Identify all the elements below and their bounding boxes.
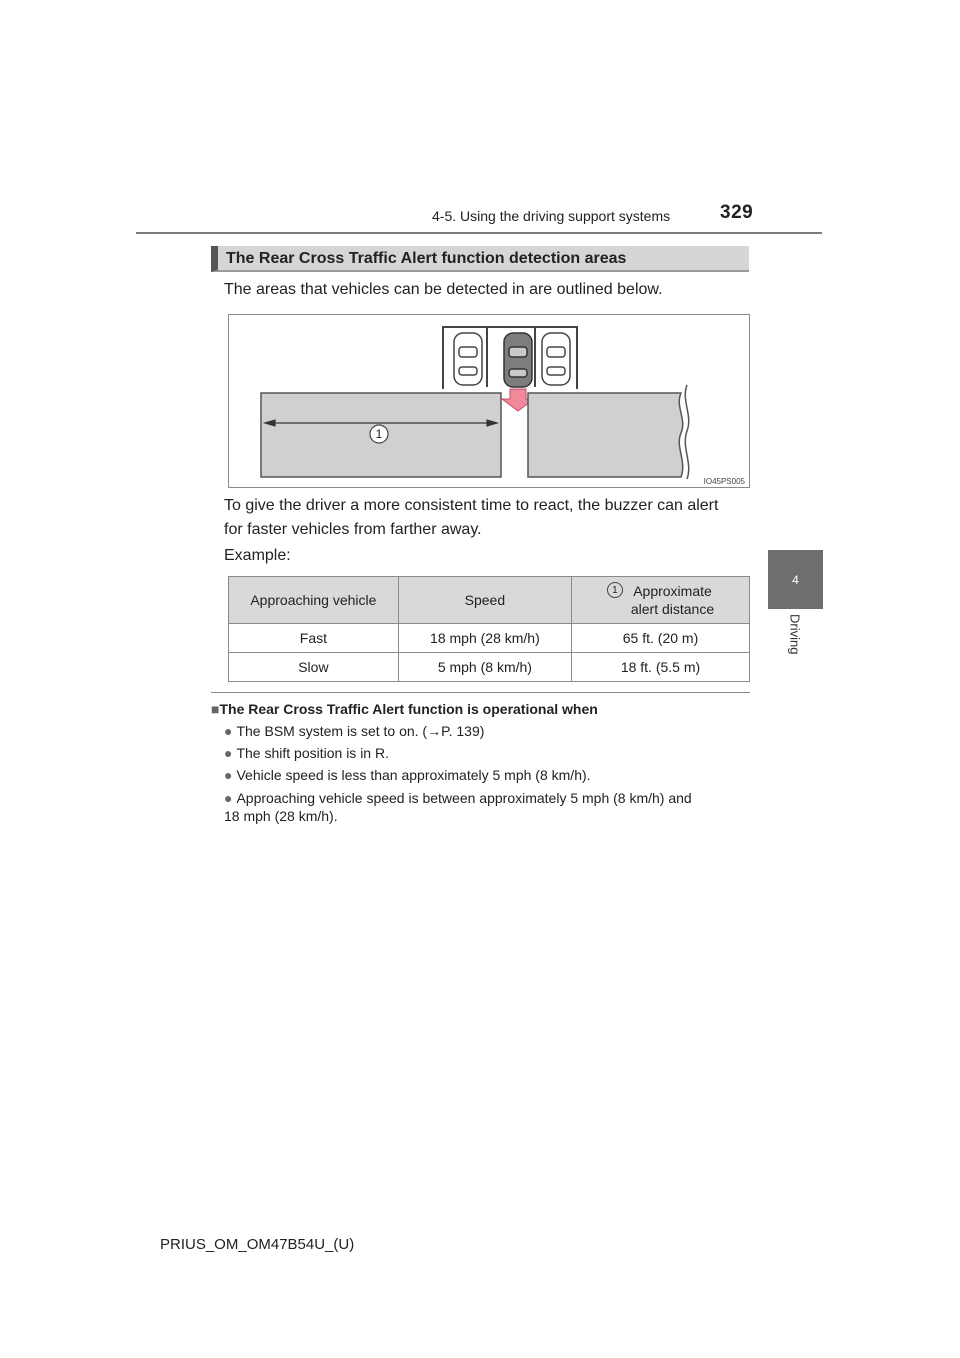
header-alert-distance-line2: alert distance [630,601,715,617]
header-approaching-vehicle: Approaching vehicle [229,577,399,624]
cell-vehicle: Slow [229,653,399,682]
running-header-section: 4-5. Using the driving support systems [432,208,671,224]
note-divider [211,692,750,693]
note-title [211,701,598,717]
parked-car-left-icon [454,333,482,385]
table-row [229,653,750,682]
detection-area-figure [228,314,750,488]
body-line-2: for faster vehicles from farther away. [224,521,482,538]
body-line-1: To give the driver a more consistent time to react, the buzzer can alert [224,497,719,514]
table-header-row [229,577,750,624]
document-code: PRIUS_OM_OM47B54U_(U) [160,1236,355,1253]
note-marker-icon: ■ [211,701,220,717]
section-title: The Rear Cross Traffic Alert function detection areas [211,246,749,272]
list-item [224,766,750,785]
cell-speed: 18 mph (28 km/h) [398,624,571,653]
detection-area-right [528,393,683,477]
list-item [224,789,750,808]
intro-text: The areas that vehicles can be detected in are outlined below. [224,281,663,298]
chapter-tab [768,550,823,609]
list-item-continuation: 18 mph (28 km/h). [224,808,338,824]
header-rule [136,232,822,234]
bullet-icon: ● [224,745,233,761]
bullet-icon: ● [224,790,233,806]
header-alert-distance [572,577,750,624]
bullet-icon: ● [224,723,233,739]
list-item [224,744,750,763]
example-label: Example: [224,547,291,564]
cell-speed: 5 mph (8 km/h) [398,653,571,682]
bullet-text: The BSM system is set to on. (→P. 139) [236,723,485,739]
bullet-text: Vehicle speed is less than approximately 5 mph (8 km/h). [236,767,591,783]
alert-distance-table [228,576,750,682]
page-number: 329 [720,202,754,223]
header-callout-marker: 1 [607,582,623,598]
cell-distance: 18 ft. (5.5 m) [572,653,750,682]
parked-car-right-icon [542,333,570,385]
own-vehicle-icon [504,333,532,387]
callout-number: 1 [375,427,383,441]
header-alert-distance-line1: Approximate [633,583,712,599]
bullet-text: The shift position is in R. [236,745,389,761]
figure-code: IO45PS005 [703,477,745,486]
note-title-text: The Rear Cross Traffic Alert function is operational when [219,701,598,717]
cell-distance: 65 ft. (20 m) [572,624,750,653]
cell-vehicle: Fast [229,624,399,653]
bullet-text: Approaching vehicle speed is between approximately 5 mph (8 km/h) and [236,790,692,806]
table-row [229,624,750,653]
bullet-icon: ● [224,767,233,783]
detection-edge-wave [685,385,688,479]
chapter-label: Driving [787,614,803,655]
list-item [224,722,750,741]
detection-area-diagram [229,315,749,487]
header-speed: Speed [398,577,571,624]
chapter-number: 4 [792,572,799,587]
